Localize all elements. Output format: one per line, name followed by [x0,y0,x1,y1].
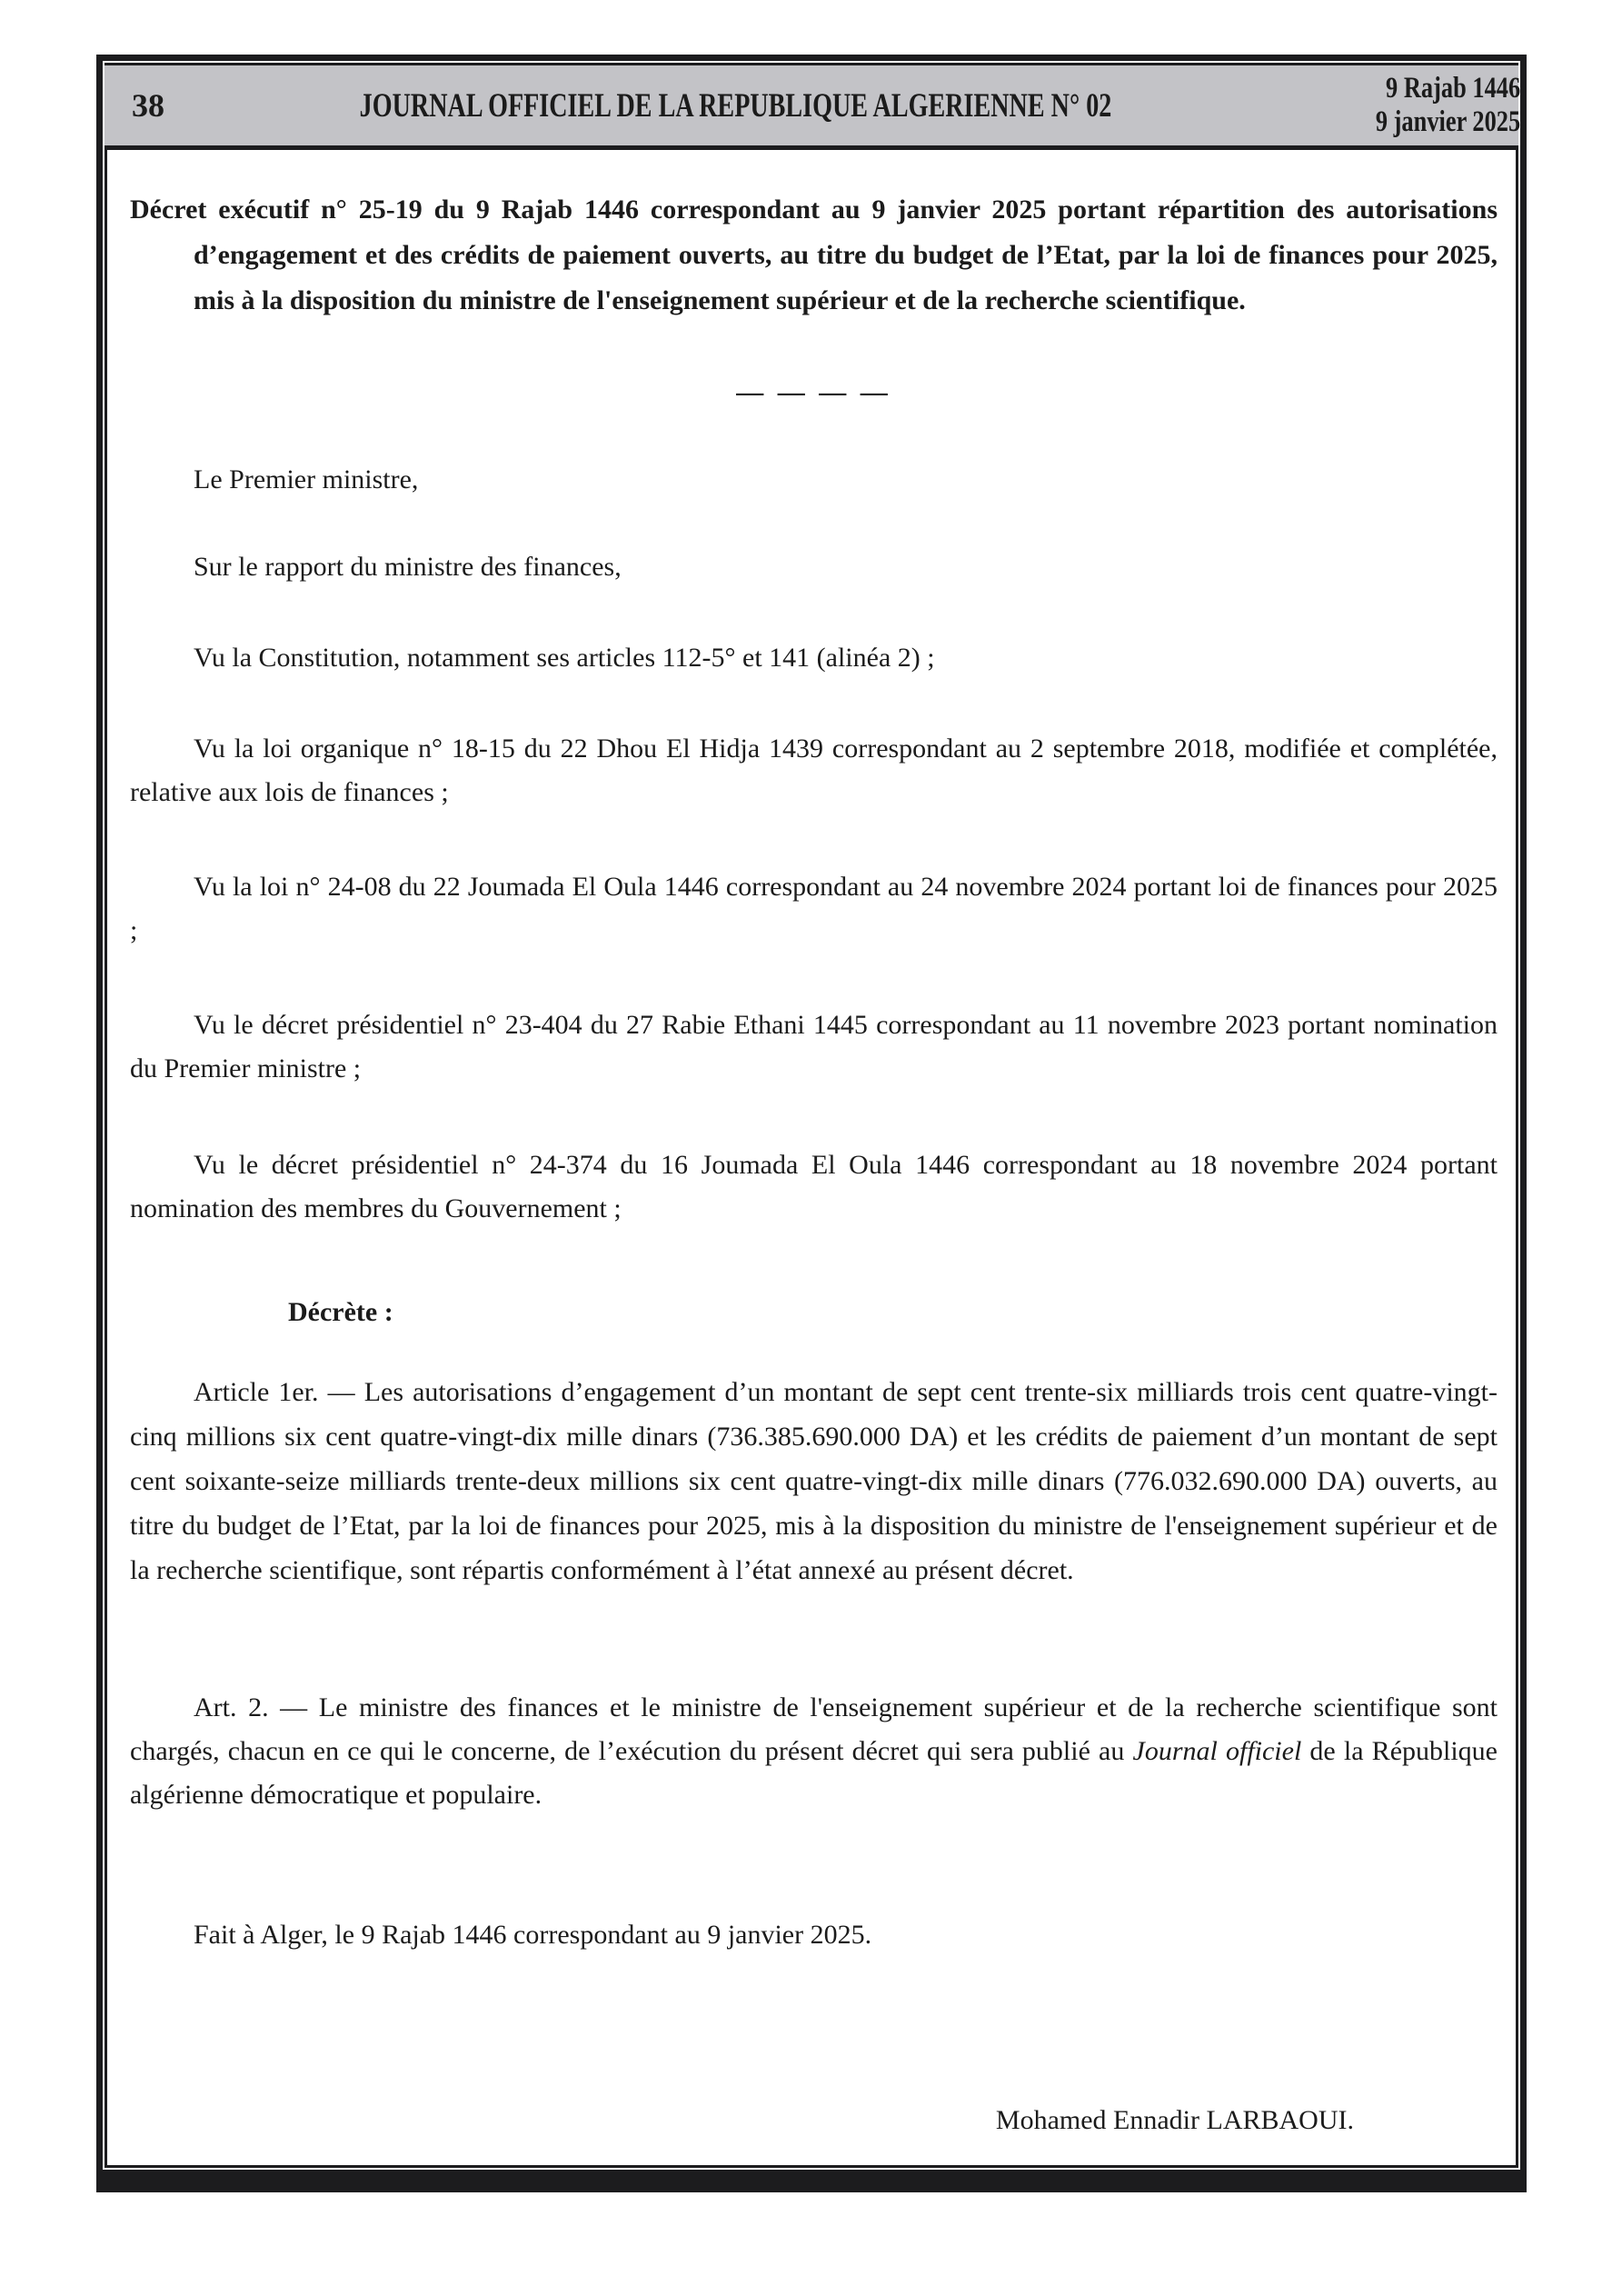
preamble-paragraph: Vu le décret présidentiel n° 23-404 du 27 Rabie Ethani 1445 correspondant au 11 novembre 2023 portant nomination du Premier ministre ; [130,1010,1498,1083]
signature-date-line: Fait à Alger, le 9 Rajab 1446 correspondant au 9 janvier 2025. [194,1920,872,1950]
article-1-paragraph: Article 1er. — Les autorisations d’engagement d’un montant de sept cent trente-six milliards trois cent quatre-vingt-cinq millions six cent quatre-vingt-dix mille dinars (736.385.690.000 DA) et les crédits de paiement d’un montant de sept cent soixante-seize milliards trente-deux millions six cent quatre-vingt-dix mille dinars (776.032.690.000 DA) ouverts, au titre du budget de l’Etat, par la loi de finances pour 2025, mis à la disposition du ministre de l'enseignement supérieur et de la recherche scientifique, sont répartis conformément à l’état annexé au présent décret. [130,1377,1498,1585]
decree-body [130,0,1498,2296]
signature-name: Mohamed Ennadir LARBAOUI. [995,2105,1354,2135]
article-2-text-end: de la République algérienne démocratique et populaire. [130,1736,1498,1810]
journal-title-text: JOURNAL OFFICIEL DE LA REPUBLIQUE ALGERIENNE N° 02 [359,86,1112,125]
decrete-label: Décrète : [288,1297,393,1327]
page-number: 38 [132,87,164,124]
preamble-paragraph: Vu le décret présidentiel n° 24-374 du 16 Joumada El Oula 1446 correspondant au 18 novembre 2024 portant nomination des membres du Gouvernement ; [130,1150,1498,1223]
journal-officiel-italic: Journal officiel [1132,1736,1302,1766]
section-separator: — — — — [736,377,891,407]
decree-title: Décret exécutif n° 25-19 du 9 Rajab 1446 correspondant au 9 janvier 2025 portant répartition des autorisations d’engagement et des crédits de paiement ouverts, au titre du budget de l’Etat, par la loi de finances pour 2025, mis à la disposition du ministre de l'enseignement supérieur et de la recherche scientifique. [130,195,1498,315]
hijri-date: 9 Rajab 1446 [1386,72,1521,105]
preamble-paragraph: Vu la loi n° 24-08 du 22 Joumada El Oula 1446 correspondant au 24 novembre 2024 portant loi de finances pour 2025 ; [130,872,1498,945]
article-2-paragraph [130,1686,1498,1817]
article-2-text: Art. 2. — Le ministre des finances et le ministre de l'enseignement supérieur et de la recherche scientifique sont chargés, chacun en ce qui le concerne, de l’exécution du présent décret qui sera publié au [130,1692,1498,1766]
preamble-paragraph: Vu la Constitution, notamment ses articles 112-5° et 141 (alinéa 2) ; [194,643,935,673]
preamble-paragraph: Le Premier ministre, [194,464,419,494]
preamble-paragraph: Vu la loi organique n° 18-15 du 22 Dhou El Hidja 1439 correspondant au 2 septembre 2018, modifiée et complétée, relative aux lois de finances ; [130,734,1498,807]
gregorian-date: 9 janvier 2025 [1375,105,1521,138]
preamble-paragraph: Sur le rapport du ministre des finances, [194,552,622,582]
